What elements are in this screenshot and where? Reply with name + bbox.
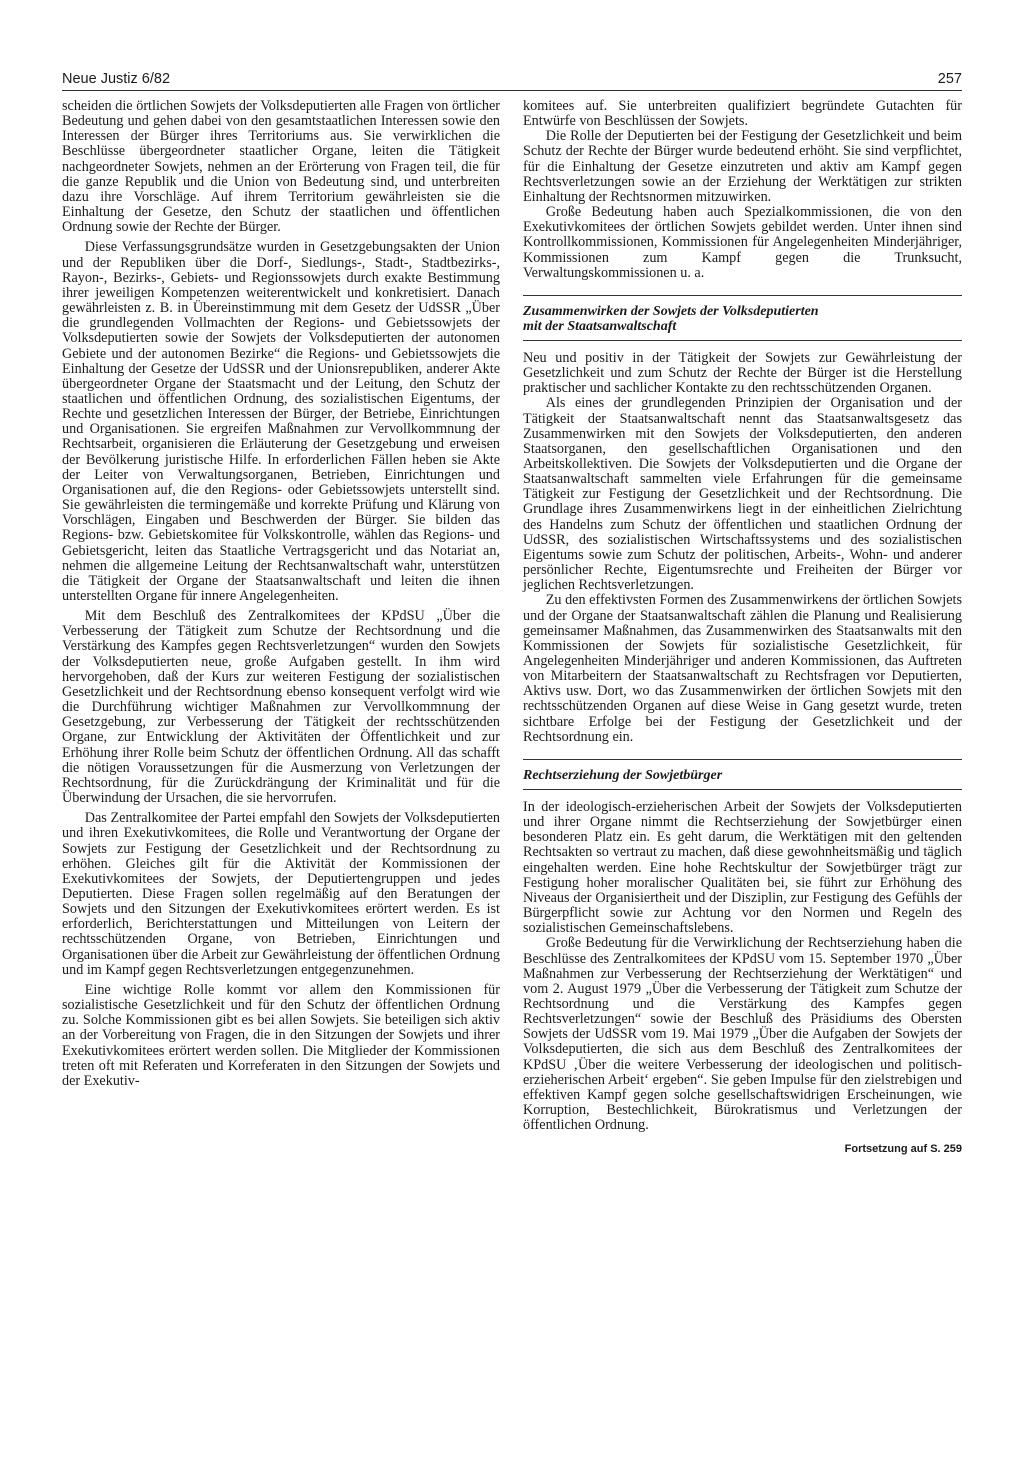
- paragraph: Eine wichtige Rolle kommt vor allem den Kommissionen für sozialistische Gesetzlichkeit und für den Schutz der öffentlichen Ordnung zu. Solche Kommissionen gibt es bei allen Sowjets. Sie beteiligen sich aktiv an der Vorbereitung von Fragen, die in den Sitzungen der Sowjets und ihrer Exekutivkomitees erörtert werden sollen. Die Mitglieder der Kommissionen treten oft mit Referaten und Korreferaten in den Sitzungen der Sowjets und der Exekutiv-: [62, 981, 500, 1089]
- paragraph: Zu den effektivsten Formen des Zusammenwirkens der örtlichen Sowjets und der Organe der Staatsanwaltschaft zählen die Planung und Realisierung gemeinsamer Maßnahmen, das Zusammenwirken des Staatsanwalts mit den Kommissionen der Sowjets für sozialistische Gesetzlichkeit, für Angelegenheiten Minderjähriger und anderen Kommissionen, das Auftreten von Mitarbeitern der Staatsanwaltschaft zu Rechtsfragen vor Deputierten, Aktivs usw. Dort, wo das Zusammenwirken der örtlichen Sowjets mit den rechtsschützenden Organen auf diese Weise in Gang gesetzt wurde, treten sichtbare Erfolge bei der Festigung der Gesetzlichkeit und der Rechtsordnung ein.: [523, 592, 962, 745]
- continuation-note: Fortsetzung auf S. 259: [844, 1143, 962, 1156]
- paragraph: Große Bedeutung haben auch Spezialkommissionen, die von den Exekutivkomitees der örtlichen Sowjets gebildet werden. Unter ihnen sind Kontrollkommissionen, Kommissionen für Angelegenheiten Minderjähriger, Kommissionen zum Kampf gegen die Trunksucht, Verwaltungskommissionen u. a.: [523, 204, 962, 281]
- paragraph: Das Zentralkomitee der Partei empfahl den Sowjets der Volksdeputierten und ihren Exekutivkomitees, die Rolle und Verantwortung der Organe der Sowjets zur Festigung der Gesetzlichkeit und der Rechtsordnung zu erhöhen. Gleiches gilt für die Aktivität der Kommissionen der Exekutivkomitees der Sowjets, der Deputiertengruppen und jedes Deputierten. Diese Fragen sollen regelmäßig auf den Beratungen der Sowjets und den Sitzungen der Exekutivkomitees erörtert werden. Es ist erforderlich, Berichterstattungen und Mitteilungen von Leitern der rechtsschützenden Organe, von Betrieben, Einrichtungen und Organisationen über die Arbeit zur Gewährleistung der öffentlichen Ordnung und im Kampf gegen Rechtsverletzungen entgegenzunehmen.: [62, 810, 500, 978]
- paragraph: Mit dem Beschluß des Zentralkomitees der KPdSU „Über die Verbesserung der Tätigkeit zum Schutze der Rechtsordnung und die Verstärkung des Kampfes gegen Rechtsverletzungen“ wurden den Sowjets der Volksdeputierten neue, große Aufgaben gestellt. In ihm wird hervorgehoben, daß der Kurs zur weiteren Festigung der sozialistischen Gesetzlichkeit und der Rechtsordnung ebenso konsequent verfolgt wird wie die Durchführung wichtiger Maßnahmen zur Vervollkommnung der Gesetzgebung, zur Verbesserung der Tätigkeit der rechtsschützenden Organe, zur Entwicklung der Aktivitäten der Öffentlichkeit und zur Erhöhung ihrer Rolle beim Schutz der öffentlichen Ordnung. All das schafft die nötigen Voraussetzungen für die Ausmerzung von Verletzungen der Rechtsordnung, für die Zurückdrängung der Kriminalität und für die Überwindung der Ursachen, die sie hervorrufen.: [62, 608, 500, 807]
- paragraph: Die Rolle der Deputierten bei der Festigung der Gesetzlichkeit und beim Schutz der Rechte der Bürger wurde bedeutend erhöht. Sie sind verpflichtet, für die Einhaltung der Gesetze einzutreten und aktiv am Kampf gegen Rechtsverletzungen sowie an der Erziehung der Werktätigen zur strikten Einhaltung der Rechtsnormen mitzuwirken.: [523, 128, 962, 205]
- paragraph: Diese Verfassungsgrundsätze wurden in Gesetzgebungsakten der Union und der Republiken über die Dorf-, Siedlungs-, Stadt-, Stadtbezirks-, Rayon-, Bezirks-, Gebiets- und Regionssowjets durch exakte Bestimmung ihrer jeweiligen Kompetenzen weiterentwickelt und konkretisiert. Danach gewährleisten z. B. in Übereinstimmung mit dem Gesetz der UdSSR „Über die grundlegenden Vollmachten der Regions- und Gebietssowjets der Volksdeputierten sowie der Sowjets der Volksdeputierten der autonomen Gebiete und der autonomen Bezirke“ die Regions- und Gebietssowjets die Einhaltung der Gesetze der UdSSR und der Unionsrepubliken, anderer Akte übergeordneter Organe der Staatsmacht und der Leitung, den Schutz der staatlichen und öffentlichen Ordnung, des sozialistischen Eigentums, der Rechte und gesetzlichen Interessen der Bürger, der Betriebe, Einrichtungen und Organisationen. Sie ergreifen Maßnahmen zur Vervollkommnung der Rechtsarbeit, organisieren die Erläuterung der Gesetzgebung und erweisen der Bevölkerung juristische Hilfe. In erforderlichen Fällen heben sie Akte der Leiter von Verwaltungsorganen, Betrieben, Einrichtungen und Organisationen auf, die den Regions- oder Gebietssowjets unterstellt sind. Sie gewährleisten die termingemäße und korrekte Prüfung und Klärung von Vorschlägen, Eingaben und Beschwerden der Bürger. Sie bilden das Regions- bzw. Gebietskomitee für Volkskontrolle, wählen das Regions- und Gebietsgericht, leiten das Staatliche Vertragsgericht und das Notariat an, nehmen die allgemeine Leitung der Rechtsanwaltschaft wahr, unterstützen die Tätigkeit der Organe der Staatsanwaltschaft und leiten die ihnen unterstellten Organe für innere Angelegenheiten.: [62, 239, 500, 604]
- paragraph: Als eines der grundlegenden Prinzipien der Organisation und der Tätigkeit der Staatsanwaltschaft nennt das Staatsanwaltsgesetz das Zusammenwirken mit den Sowjets der Volksdeputierten, den anderen Staatsorganen, den gesellschaftlichen Organisationen und den Arbeitskollektiven. Die Sowjets der Volksdeputierten und die Organe der Staatsanwaltschaft sammelten viele Erfahrungen für die gemeinsame Tätigkeit zur Festigung der Gesetzlichkeit und der Rechtsordnung. Die Grundlage ihres Zusammenwirkens liegt in der einheitlichen Zielrichtung des Handelns zum Schutz der öffentlichen und staatlichen Ordnung der UdSSR, des sozialistischen Wirtschaftssystems und des sozialistischen Eigentums sowie zum Schutz der politischen, Arbeits-, Wohn- und anderer persönlicher Rechte, Eigentumsrechte und Freiheiten der Bürger vor jeglichen Rechtsverletzungen.: [523, 395, 962, 594]
- running-header: [62, 68, 962, 91]
- section-heading: [523, 759, 962, 790]
- left-column: [62, 99, 500, 1089]
- journal-title: Neue Justiz 6/82: [62, 71, 171, 87]
- paragraph: Große Bedeutung für die Verwirklichung der Rechtserziehung haben die Beschlüsse des Zentralkomitees der KPdSU vom 15. September 1970 „Über Maßnahmen zur Verbesserung der Rechtserziehung der Werktätigen“ und vom 2. August 1979 „Über die Verbesserung der Tätigkeit zum Schutze der Rechtsordnung und die Verstärkung des Kampfes gegen Rechtsverletzungen“ sowie der Beschluß des Präsidiums des Obersten Sowjets der UdSSR vom 19. Mai 1979 „Über die Aufgaben der Sowjets der Volksdeputierten, die sich aus dem Beschluß des Zentralkomitees der KPdSU ‚Über die weitere Verbesserung der ideologischen und politisch-erzieherischen Arbeit‘ ergeben“. Sie geben Impulse für den zielstrebigen und effektiven Kampf gegen solche gesellschaftswidrigen Erscheinungen, wie Korruption, Bestechlichkeit, Bürokratismus und Verletzungen der öffentlichen Ordnung.: [523, 935, 962, 1134]
- paragraph: In der ideologisch-erzieherischen Arbeit der Sowjets der Volksdeputierten und ihrer Organe nimmt die Rechtserziehung der Sowjetbürger einen besonderen Platz ein. Es geht darum, die Werktätigen mit den geltenden Rechtsakten so vertraut zu machen, daß diese gewohnheitsmäßig und täglich eingehalten werden. Eine hohe Rechtskultur der Sowjetbürger trägt zur Festigung hoher moralischer Qualitäten bei, sie führt zur Erhöhung des Niveaus der Organisiertheit und der Disziplin, zur Festigung des Gefühls der Bürgerpflicht sowie zur Achtung vor den Normen und Regeln des sozialistischen Gemeinschaftslebens.: [523, 798, 962, 937]
- section-heading-line: mit der Staatsanwaltschaft: [523, 318, 677, 334]
- section-heading: [523, 295, 962, 341]
- right-column: [523, 99, 962, 1158]
- section-heading-line: Zusammenwirken der Sowjets der Volksdeputierten: [523, 303, 819, 319]
- section-heading-line: Rechtserziehung der Sowjetbürger: [523, 767, 723, 783]
- paragraph: scheiden die örtlichen Sowjets der Volksdeputierten alle Fragen von örtlicher Bedeutung und gehen dabei von den gesamtstaatlichen Interessen sowie den Interessen der Bürger ihres Territoriums aus. Sie verwirklichen die Beschlüsse übergeordneter staatlicher Organe, leiten die Tätigkeit nachgeordneter Sowjets, nehmen an der Erörterung von Fragen teil, die für die ganze Republik und die Union von Bedeutung sind, und unterbreiten dazu ihre Vorschläge. Auf ihrem Territorium gewährleisten sie die Einhaltung der Gesetze, den Schutz der staatlichen und öffentlichen Ordnung sowie der Rechte der Bürger.: [62, 98, 500, 236]
- paragraph: komitees auf. Sie unterbreiten qualifiziert begründete Gutachten für Entwürfe von Beschlüssen der Sowjets.: [523, 98, 962, 130]
- paragraph: Neu und positiv in der Tätigkeit der Sowjets zur Gewährleistung der Gesetzlichkeit und zum Schutz der Rechte der Bürger ist die Herstellung praktischer und sachlicher Kontakte zu den rechtsschützenden Organen.: [523, 349, 962, 397]
- page-number: 257: [937, 71, 962, 87]
